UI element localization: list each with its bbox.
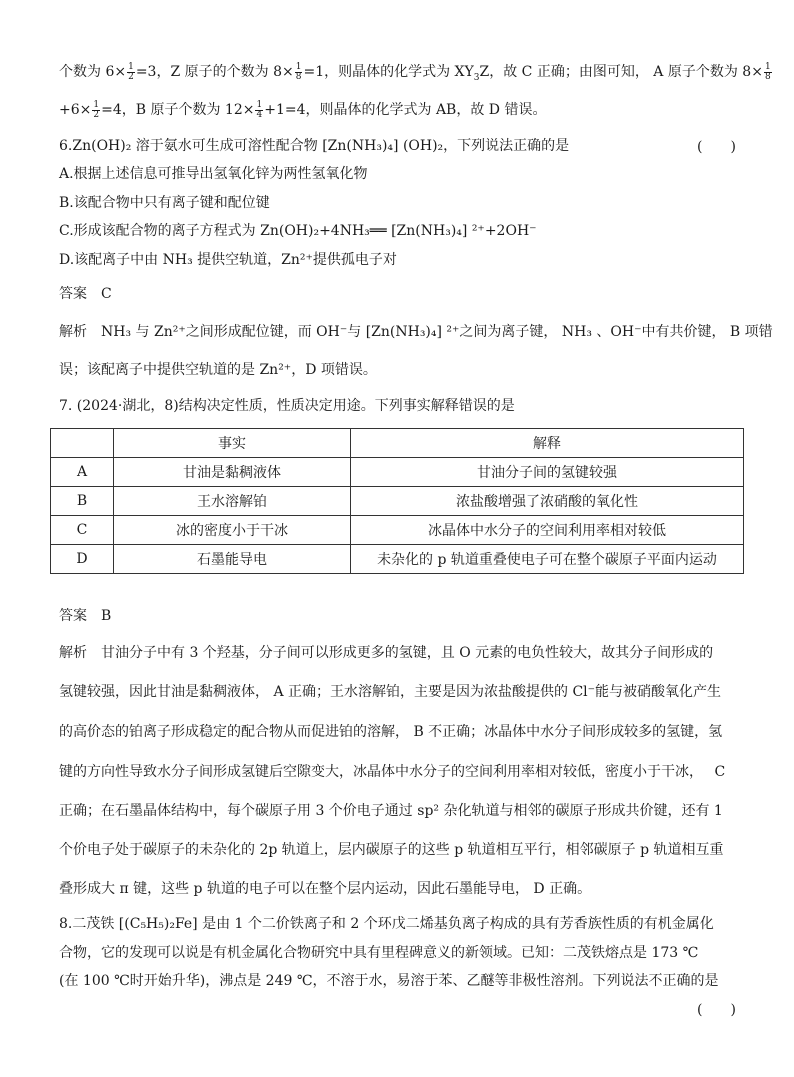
q8-answer-paren: ( ) — [697, 1002, 736, 1018]
den: 8 — [295, 71, 302, 82]
q7-table — [50, 428, 744, 574]
num: 1 — [295, 61, 302, 72]
q7-explanation-line: 键的方向性导致水分子间形成氢键后空隙变大，冰晶体中水分子的空间利用率相对较低，密度小于干冰， C — [59, 764, 726, 780]
q7-explanation-line: 个价电子处于碳原子的未杂化的 2p 轨道上，层内碳原子的这些 p 轨道相互平行，相邻碳原子 p 轨道相互重 — [59, 842, 724, 858]
text: =1，则晶体的化学式为 XY — [303, 64, 474, 80]
q7-explanation-line: 正确；在石墨晶体结构中，每个碳原子用 3 个价电子通过 sp² 杂化轨道与相邻的碳原子形成共价键，还有 1 — [59, 803, 723, 819]
q6-option-d: D.该配离子中由 NH₃ 提供空轨道，Zn²⁺提供孤电子对 — [59, 252, 397, 268]
text: =4，B 原子个数为 12× — [101, 102, 255, 118]
num: 1 — [764, 61, 771, 72]
subscript: 3 — [473, 72, 480, 83]
table-cell: 石墨能导电 — [114, 545, 351, 574]
text: +1=4，则晶体的化学式为 AB，故 D 错误。 — [264, 102, 547, 118]
table-cell: 未杂化的 p 轨道重叠使电子可在整个碳原子平面内运动 — [351, 545, 744, 574]
table-cell: B — [51, 487, 114, 516]
fraction-1-2 — [127, 63, 135, 82]
table-cell: 浓盐酸增强了浓硝酸的氧化性 — [351, 487, 744, 516]
q7-explanation-line: 氢键较强，因此甘油是黏稠液体， A 正确；王水溶解铂，主要是因为浓盐酸提供的 Cl⁻能与被硝酸氧化产生 — [59, 684, 722, 700]
text: Z，故 C 正确；由图可知， A 原子个数为 8× — [479, 64, 763, 80]
prev-line-2 — [59, 100, 546, 120]
q7-explanation-line: 叠形成大 π 键，这些 p 轨道的电子可以在整个层内运动，因此石墨能导电， D 正确。 — [59, 881, 592, 897]
q7-answer: 答案 B — [59, 608, 112, 624]
q6-answer-paren: ( ) — [697, 139, 736, 155]
q6-explanation-line: 误；该配离子中提供空轨道的是 Zn²⁺，D 项错误。 — [59, 362, 377, 378]
q8-stem-line: 8.二茂铁 [(C₅H₅)₂Fe] 是由 1 个二价铁离子和 2 个环戊二烯基负离子构成的具有芳香族性质的有机金属化 — [59, 916, 714, 932]
den: 8 — [764, 71, 771, 82]
table-row — [51, 516, 744, 545]
table-cell: 冰的密度小于干冰 — [114, 516, 351, 545]
fraction-1-4 — [255, 101, 263, 120]
table-row — [51, 487, 744, 516]
q7-stem: 7. (2024·湖北，8)结构决定性质，性质决定用途。下列事实解释错误的是 — [59, 398, 515, 414]
num: 1 — [256, 99, 263, 110]
table-header: 解释 — [351, 429, 744, 458]
table-cell: D — [51, 545, 114, 574]
q6-option-c: C.形成该配合物的离子方程式为 Zn(OH)₂+4NH₃══ [Zn(NH₃)₄] ²⁺+2OH⁻ — [59, 223, 537, 239]
q6-option-b: B.该配合物中只有离子键和配位键 — [59, 195, 270, 211]
num: 1 — [93, 99, 100, 110]
table-cell: 甘油是黏稠液体 — [114, 458, 351, 487]
fraction-1-8 — [764, 63, 772, 82]
table-header-row — [51, 429, 744, 458]
table-row — [51, 458, 744, 487]
q6-explanation-line: 解析 NH₃ 与 Zn²⁺之间形成配位键，而 OH⁻与 [Zn(NH₃)₄] ²⁺之间为离子键， NH₃ 、OH⁻中有共价键， B 项错 — [59, 324, 773, 340]
fraction-1-8 — [295, 63, 303, 82]
den: 2 — [128, 71, 134, 82]
q6-stem: 6.Zn(OH)₂ 溶于氨水可生成可溶性配合物 [Zn(NH₃)₄] (OH)₂，下列说法正确的是 — [59, 138, 570, 154]
fraction-1-2 — [92, 101, 100, 120]
q7-explanation-line: 解析 甘油分子中有 3 个羟基，分子间可以形成更多的氢键，且 O 元素的电负性较大，故其分子间形成的 — [59, 645, 714, 661]
table-header: 事实 — [114, 429, 351, 458]
table-cell: 王水溶解铂 — [114, 487, 351, 516]
table-row — [51, 545, 744, 574]
num: 1 — [128, 61, 134, 72]
table-cell: 甘油分子间的氢键较强 — [351, 458, 744, 487]
text: =3，Z 原子的个数为 8× — [135, 64, 294, 80]
text: 个数为 6× — [59, 64, 127, 80]
q6-answer: 答案 C — [59, 286, 112, 302]
den: 4 — [256, 109, 263, 120]
table-header — [51, 429, 114, 458]
q6-option-a: A.根据上述信息可推导出氢氧化锌为两性氢氧化物 — [59, 166, 368, 182]
q8-stem-line: (在 100 ℃时开始升华)，沸点是 249 ℃，不溶于水，易溶于苯、乙醚等非极性溶剂。下列说法不正确的是 — [59, 973, 719, 989]
table-cell: A — [51, 458, 114, 487]
text: +6× — [59, 102, 92, 118]
prev-line-1 — [59, 62, 773, 88]
q7-explanation-line: 的高价态的铂离子形成稳定的配合物从而促进铂的溶解， B 不正确；冰晶体中水分子间形成较多的氢键，氢 — [59, 724, 723, 740]
den: 2 — [93, 109, 100, 120]
q8-stem-line: 合物，它的发现可以说是有机金属化合物研究中具有里程碑意义的新领域。已知：二茂铁熔点是 173 ℃ — [59, 945, 699, 961]
table-cell: 冰晶体中水分子的空间利用率相对较低 — [351, 516, 744, 545]
table-cell: C — [51, 516, 114, 545]
